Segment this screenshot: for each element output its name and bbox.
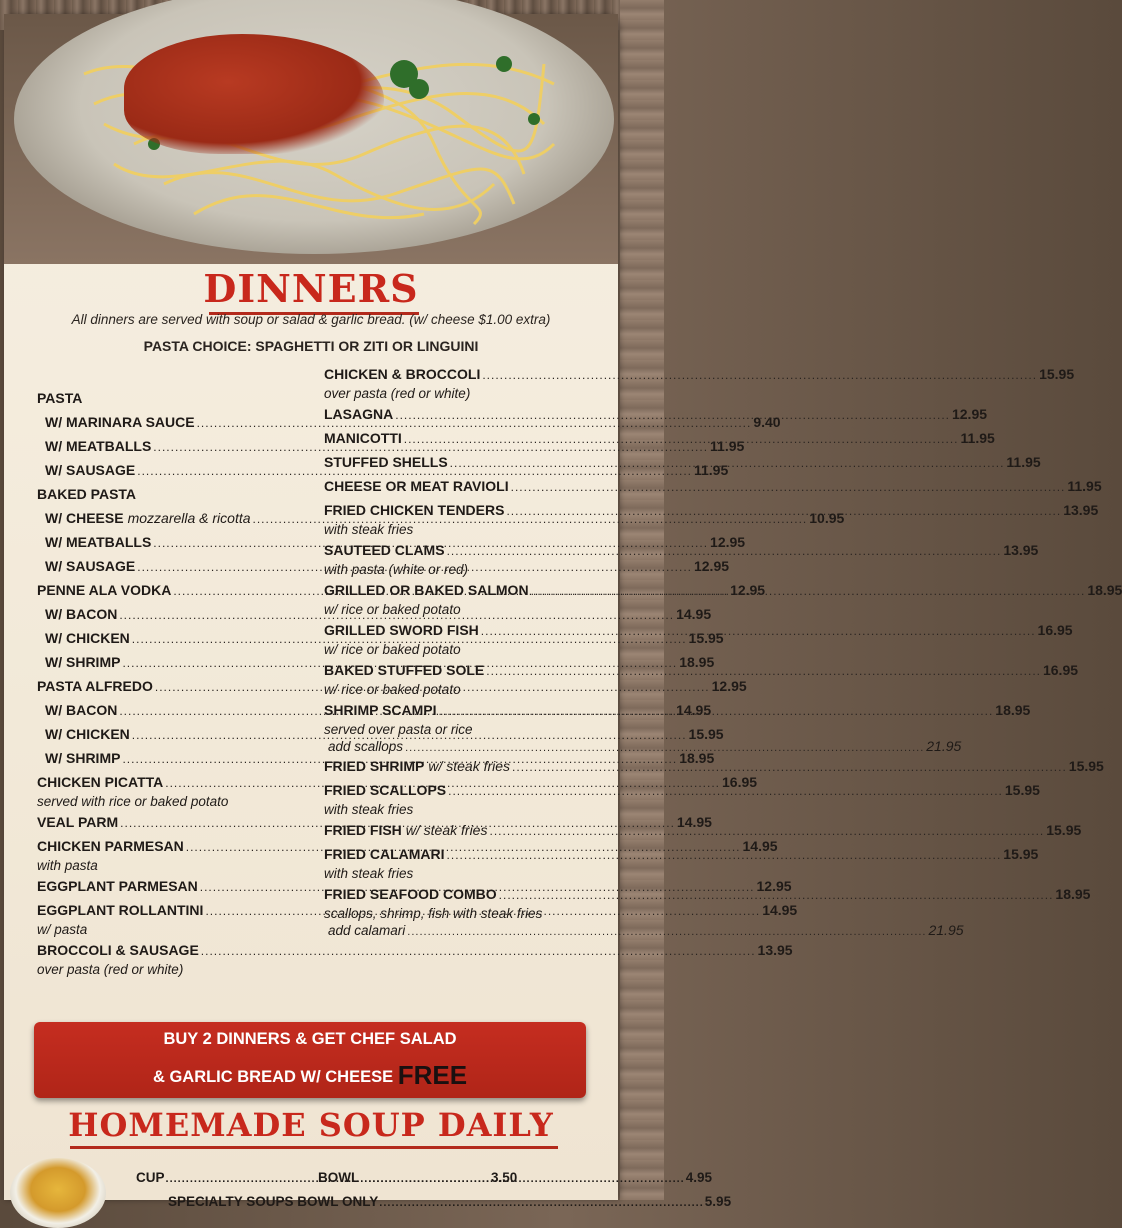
item-price: 13.95 xyxy=(757,942,793,958)
item-label: W/ MEATBALLS xyxy=(45,438,152,454)
item-description xyxy=(324,602,586,622)
leader-dots xyxy=(404,432,959,446)
pasta-choice: PASTA CHOICE: SPAGHETTI OR ZITI OR LINGUINI xyxy=(143,338,479,354)
item-price: 14.95 xyxy=(676,814,712,830)
item-label: BAKED STUFFED SOLE xyxy=(324,662,485,678)
item-description xyxy=(324,642,586,662)
item-label: PENNE ALA VODKA xyxy=(37,582,172,598)
leader-dots xyxy=(405,742,924,754)
item-label: served over pasta or rice xyxy=(324,722,473,737)
leader-dots xyxy=(512,760,1067,774)
promo-line-2-text: & GARLIC BREAD W/ CHEESE xyxy=(152,1068,394,1086)
item-label: LASAGNA xyxy=(324,406,394,422)
promo-banner xyxy=(34,1022,586,1098)
item-label: SAUTEED CLAMS xyxy=(324,542,445,558)
item-price: 16.95 xyxy=(1042,662,1079,678)
leader-dots xyxy=(407,926,926,938)
item-description xyxy=(324,802,586,822)
soup-underline xyxy=(70,1146,558,1149)
menu-page xyxy=(4,14,1122,1209)
item-price: 12.95 xyxy=(711,678,747,694)
item-label: BROCCOLI & SAUSAGE xyxy=(37,942,199,958)
leader-dots xyxy=(450,456,1005,470)
item-label: served with rice or baked potato xyxy=(37,794,229,809)
item-label: GRILLED OR BAKED SALMON xyxy=(324,582,529,598)
item-label: BAKED PASTA xyxy=(37,486,137,502)
item-price: 11.95 xyxy=(960,430,995,446)
item-label: CHICKEN PICATTA xyxy=(37,774,164,790)
item-label: W/ CHICKEN xyxy=(45,726,130,742)
leader-dots xyxy=(531,584,1086,598)
item-price: 15.95 xyxy=(688,630,724,646)
item-price: 12.95 xyxy=(756,878,792,894)
item-label: CHEESE OR MEAT RAVIOLI xyxy=(324,478,509,494)
item-price: 15.95 xyxy=(688,726,724,742)
item-label: STUFFED SHELLS xyxy=(324,454,448,470)
spacer xyxy=(37,366,299,390)
item-label: FRIED SHRIMP xyxy=(324,758,425,774)
item-label: VEAL PARM xyxy=(37,814,119,830)
item-note-inline: mozzarella & ricotta xyxy=(127,510,251,526)
item-description xyxy=(37,962,299,982)
item-label: CHICKEN PARMESAN xyxy=(37,838,184,854)
item-description xyxy=(324,682,586,702)
soup-specialty-row xyxy=(168,1194,732,1209)
leader-dots xyxy=(481,624,1036,638)
menu-item xyxy=(324,478,1102,502)
item-label: with steak fries xyxy=(324,522,414,537)
item-label: PASTA ALFREDO xyxy=(37,678,153,694)
leader-dots xyxy=(447,544,1002,558)
item-price: 11.95 xyxy=(710,438,745,454)
intro-note: All dinners are served with soup or salad & garlic bread. (w/ cheese $1.00 extra) xyxy=(71,312,551,327)
item-price: 15.95 xyxy=(1004,782,1040,798)
item-price: 21.95 xyxy=(928,922,964,938)
item-label: EGGPLANT PARMESAN xyxy=(37,878,198,894)
item-label: FRIED CALAMARI xyxy=(324,846,445,862)
item-label: over pasta (red or white) xyxy=(324,386,471,401)
item-label: FRIED SEAFOOD COMBO xyxy=(324,886,497,902)
item-label: W/ BACON xyxy=(45,606,118,622)
item-price: 14.95 xyxy=(676,606,712,622)
soup-bowl-price: 4.95 xyxy=(685,1170,713,1185)
wood-background-right xyxy=(620,0,664,1200)
item-description xyxy=(37,922,299,942)
item-label: w/ rice or baked potato xyxy=(324,642,461,657)
leader-dots xyxy=(489,824,1044,838)
item-price: 14.95 xyxy=(762,902,798,918)
section-title-soup: HOMEMADE SOUP DAILY xyxy=(68,1106,554,1144)
item-description xyxy=(324,562,586,582)
leader-dots xyxy=(448,784,1003,798)
item-price: 15.95 xyxy=(1039,366,1075,382)
item-price: 14.95 xyxy=(676,702,712,718)
item-price: 13.95 xyxy=(1003,542,1039,558)
leader-dots xyxy=(499,888,1054,902)
promo-free: FREE xyxy=(397,1060,468,1090)
leader-dots xyxy=(379,1197,704,1209)
pasta-photo xyxy=(4,14,618,264)
item-label: with pasta xyxy=(37,858,98,873)
item-label: CHICKEN & BROCCOLI xyxy=(324,366,481,382)
item-price: 13.95 xyxy=(1063,502,1099,518)
item-label: W/ CHICKEN xyxy=(45,630,130,646)
item-description xyxy=(324,522,586,542)
item-label: FRIED CHICKEN TENDERS xyxy=(324,502,505,518)
item-price: 12.95 xyxy=(693,558,730,574)
soup-specialty-price: 5.95 xyxy=(704,1194,732,1209)
item-label: w/ rice or baked potato xyxy=(324,602,461,617)
item-label: W/ SHRIMP xyxy=(45,654,121,670)
item-label: FRIED FISH xyxy=(324,822,402,838)
soup-bowl-image xyxy=(10,1158,106,1228)
item-label: W/ MEATBALLS xyxy=(45,534,152,550)
leader-dots xyxy=(447,848,1002,862)
promo-line-1: BUY 2 DINNERS & GET CHEF SALAD xyxy=(163,1030,457,1048)
item-price: 9.40 xyxy=(753,414,781,430)
item-label: W/ BACON xyxy=(45,702,118,718)
item-price: 14.95 xyxy=(742,838,778,854)
item-label: FRIED SCALLOPS xyxy=(324,782,447,798)
item-label: with steak fries xyxy=(324,866,414,881)
item-price: 16.95 xyxy=(1037,622,1073,638)
item-label: W/ CHEESE xyxy=(45,510,124,526)
leader-dots xyxy=(201,944,756,958)
item-label: w/ pasta xyxy=(37,922,88,937)
item-price: 11.95 xyxy=(1067,478,1102,494)
leader-dots xyxy=(395,408,950,422)
addon-row xyxy=(324,922,964,942)
item-label: w/ rice or baked potato xyxy=(324,682,461,697)
item-label: add calamari xyxy=(328,923,406,938)
item-price: 16.95 xyxy=(722,774,758,790)
item-label: W/ SAUSAGE xyxy=(45,462,136,478)
item-price: 15.95 xyxy=(1046,822,1082,838)
item-label: GRILLED SWORD FISH xyxy=(324,622,479,638)
item-label: MANICOTTI xyxy=(324,430,402,446)
item-label: add scallops xyxy=(328,739,404,754)
item-price: 11.95 xyxy=(693,462,729,478)
item-price: 10.95 xyxy=(809,510,845,526)
item-price: 12.95 xyxy=(730,582,766,598)
item-price: 15.95 xyxy=(1068,758,1104,774)
item-price: 18.95 xyxy=(1087,582,1122,598)
item-price: 12.95 xyxy=(710,534,746,550)
item-description xyxy=(324,866,586,886)
menu-item xyxy=(324,454,1041,478)
item-description xyxy=(324,386,586,406)
soup-cup-price: 3.50 xyxy=(491,1170,518,1185)
soup-specialty-label: SPECIALTY SOUPS BOWL ONLY xyxy=(168,1194,379,1209)
category-heading xyxy=(37,486,299,510)
soup-bowl-label: BOWL xyxy=(318,1170,360,1185)
item-price: 18.95 xyxy=(995,702,1031,718)
item-label: EGGPLANT ROLLANTINI xyxy=(37,902,204,918)
item-label: PASTA xyxy=(37,390,83,406)
item-price: 21.95 xyxy=(926,738,962,754)
item-note-inline: w/ steak fries xyxy=(428,758,511,774)
item-note-inline: w/ steak fries xyxy=(405,822,488,838)
leader-dots xyxy=(360,1173,685,1185)
leader-dots xyxy=(511,480,1066,494)
item-price: 12.95 xyxy=(951,406,988,422)
category-heading xyxy=(37,390,299,414)
menu-item xyxy=(324,430,995,454)
item-description xyxy=(37,794,299,814)
item-label: W/ SHRIMP xyxy=(45,750,121,766)
leader-dots xyxy=(482,368,1037,382)
promo-line-2 xyxy=(34,1060,586,1091)
leader-dots xyxy=(439,704,994,718)
leader-dots xyxy=(486,664,1041,678)
item-label: with pasta (white or red) xyxy=(324,562,469,577)
item-price: 18.95 xyxy=(679,654,715,670)
item-price: 15.95 xyxy=(1003,846,1039,862)
leader-dots xyxy=(506,504,1061,518)
item-price: 11.95 xyxy=(1006,454,1041,470)
soup-cup-label: CUP xyxy=(136,1170,165,1185)
item-label: with steak fries xyxy=(324,802,414,817)
item-label: W/ SAUSAGE xyxy=(45,558,136,574)
item-label: W/ MARINARA SAUCE xyxy=(45,414,195,430)
section-title-dinners: DINNERS xyxy=(203,266,419,311)
item-label: SHRIMP SCAMPI xyxy=(324,702,437,718)
item-description xyxy=(37,858,299,878)
item-price: 18.95 xyxy=(679,750,715,766)
item-label: over pasta (red or white) xyxy=(37,962,184,977)
item-label: scallops, shrimp, fish with steak fries xyxy=(324,906,543,921)
item-price: 18.95 xyxy=(1055,886,1091,902)
